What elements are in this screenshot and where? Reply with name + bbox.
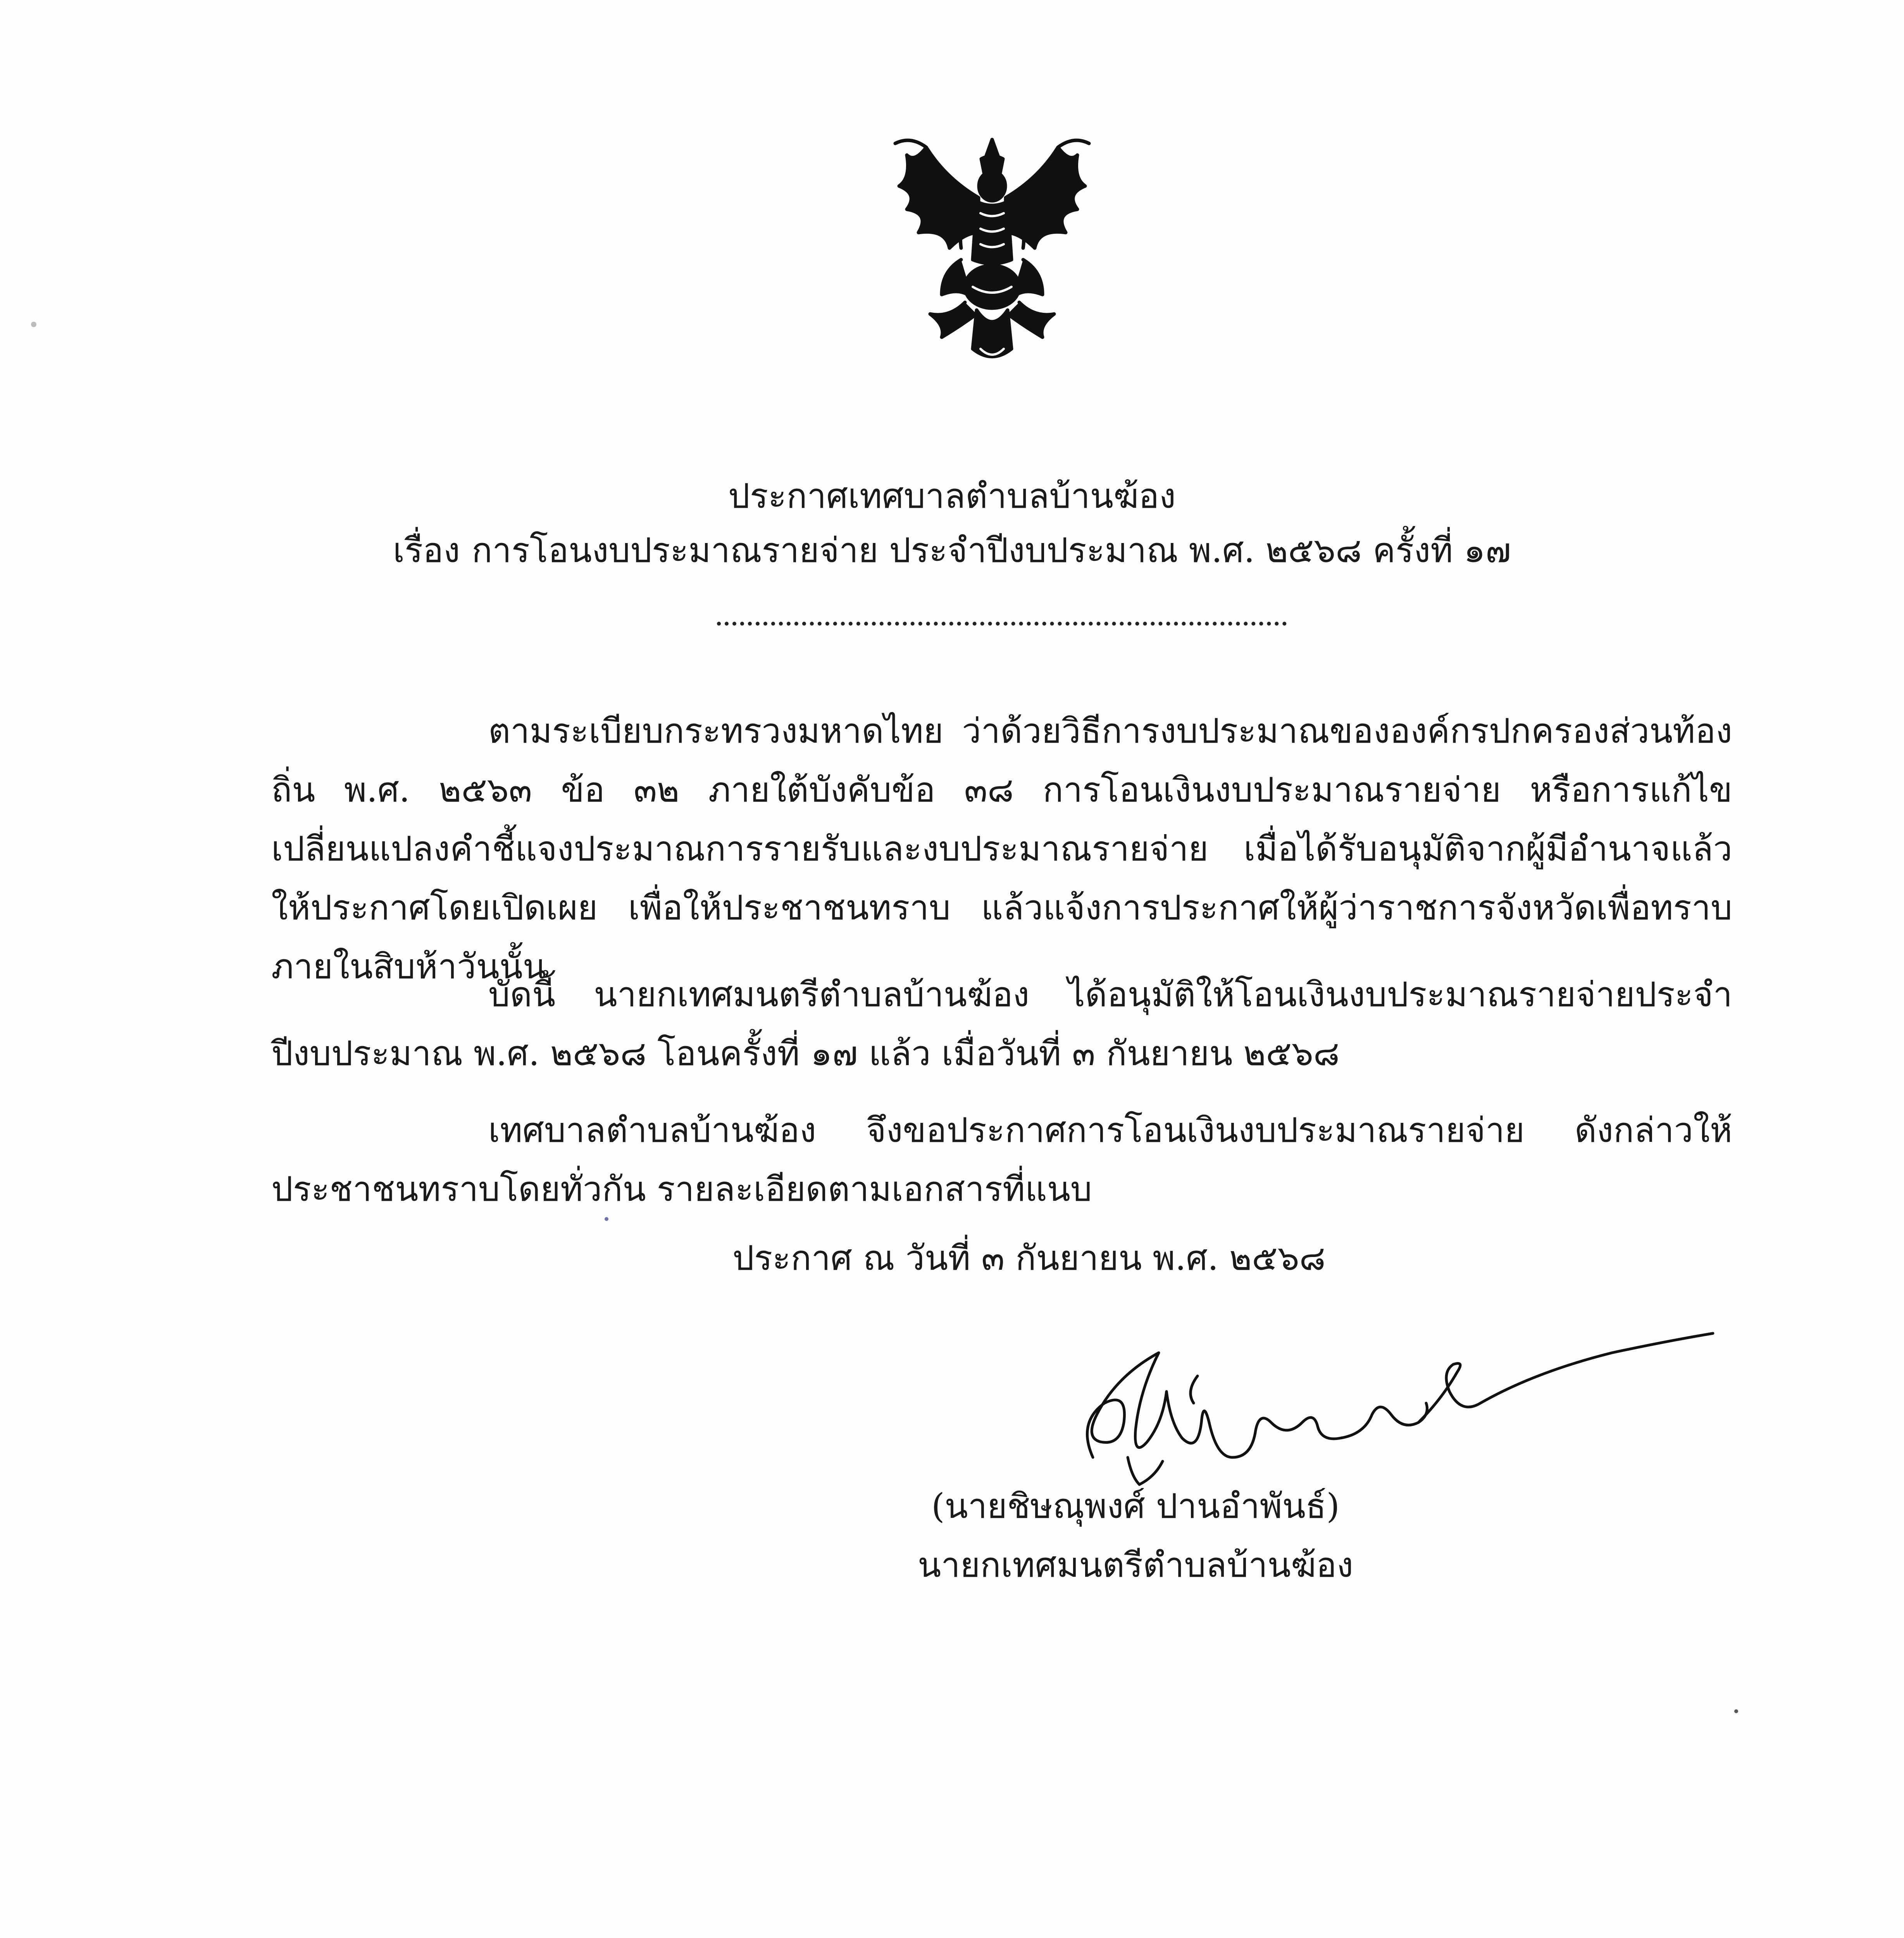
signer-block (845, 1477, 1426, 1595)
paragraph-text: บัดนี้ นายกเทศมนตรีตำบลบ้านฆ้อง ได้อนุมัติให้โอนเงินงบประมาณรายจ่ายประจำปีงบประมาณ พ.ศ. ๒๕๖๘ โอนครั้งที่ ๑๗ แล้ว เมื่อวันที่ ๓ กันยายน ๒๕๖๘ (271, 974, 1732, 1073)
body-paragraph-2 (271, 965, 1732, 1083)
scan-speck (31, 322, 36, 327)
signer-name: (นายชิษณุพงศ์ ปานอำพันธ์) (931, 1486, 1340, 1526)
body-paragraph-3 (271, 1101, 1732, 1219)
paragraph-text: ตามระเบียบกระทรวงมหาดไทย ว่าด้วยวิธีการงบประมาณขององค์กรปกครองส่วนท้องถิ่น พ.ศ. ๒๕๖๓ ข้อ ๓๒ ภายใต้บังคับข้อ ๓๘ การโอนเงินงบประมาณรายจ่าย หรือการแก้ไขเปลี่ยนแปลงคำชี้แจงประมาณการรายรับและงบประมาณรายจ่าย เมื่อได้รับอนุมัติจากผู้มีอำนาจแล้ว ให้ประกาศโดยเปิดเผย เพื่อให้ประชาชนทราบ แล้วแจ้งการประกาศให้ผู้ว่าราชการจังหวัดเพื่อทราบ ภายในสิบห้าวันนั้น (271, 711, 1732, 986)
scan-speck (605, 1217, 608, 1221)
document-title: ประกาศเทศบาลตำบลบ้านฆ้อง (728, 476, 1176, 516)
body-paragraph-1 (271, 702, 1732, 996)
signer-position: นายกเทศมนตรีตำบลบ้านฆ้อง (918, 1545, 1353, 1585)
garuda-emblem-icon (884, 132, 1101, 372)
announcement-dateline: ประกาศ ณ วันที่ ๓ กันยายน พ.ศ. ๒๕๖๘ (732, 1238, 1326, 1278)
paragraph-text: เทศบาลตำบลบ้านฆ้อง จึงขอประกาศการโอนเงินงบประมาณรายจ่าย ดังกล่าวให้ประชาชนทราบโดยทั่วกัน รายละเอียดตามเอกสารที่แนบ (271, 1110, 1732, 1209)
dotted-divider (717, 616, 1287, 626)
handwritten-signature-icon (1070, 1275, 1721, 1492)
subject-label: เรื่อง (393, 530, 460, 570)
document-subject (0, 523, 1904, 578)
subject-text: การโอนงบประมาณรายจ่าย ประจำปีงบประมาณ พ.ศ. ๒๕๖๘ ครั้งที่ ๑๗ (472, 530, 1511, 570)
header-block (0, 469, 1904, 578)
scan-speck (1734, 1709, 1738, 1713)
